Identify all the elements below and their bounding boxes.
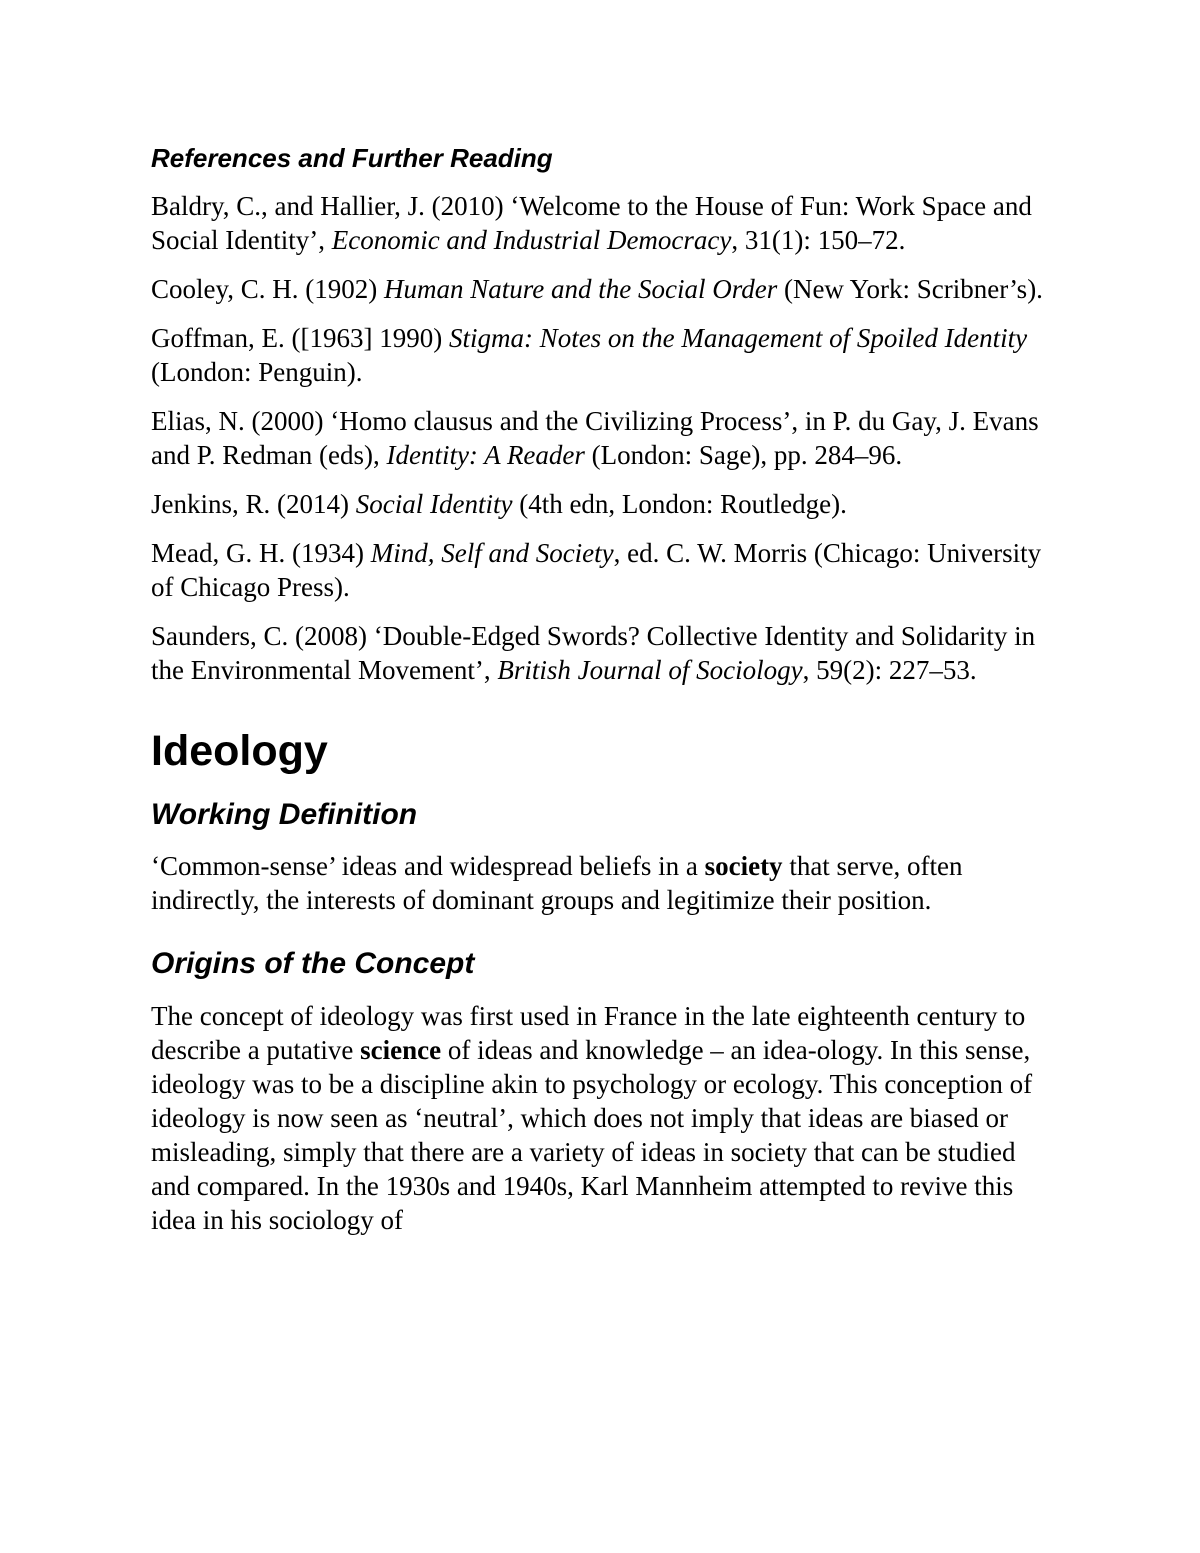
keyword-society: society xyxy=(704,851,783,881)
reference-title: Stigma: Notes on the Management of Spoiled Identity xyxy=(448,323,1028,353)
reference-item xyxy=(151,321,1051,389)
paragraph-text: of ideas and knowledge – an idea-ology. In this sense, ideology was to be a discipline akin to psychology or ecology. This conception of ideology is now seen as ‘neutral’, which does not imply that ideas are biased or misleading, simply that there are a variety of ideas in society that can be studied and compared. In the 1930s and 1940s, Karl Mannheim attempted to revive this idea in his sociology of xyxy=(151,1035,1033,1235)
paragraph-text: The concept of ideology was first used in France in the late eighteenth century to describe a putative xyxy=(151,1001,1026,1065)
reference-text: , 31(1): 150–72. xyxy=(731,225,906,255)
origins-paragraph xyxy=(151,999,1051,1237)
reference-title: British Journal of Sociology xyxy=(497,655,803,685)
reference-item xyxy=(151,619,1051,687)
reference-item xyxy=(151,404,1051,472)
reference-text: Elias, N. (2000) ‘Homo clausus and the Civilizing Process’, in P. du Gay, J. Evans and P. Redman (eds), xyxy=(151,406,1039,470)
reference-text: Baldry, C., and Hallier, J. (2010) ‘Welcome to the House of Fun: Work Space and Social Identity’, xyxy=(151,191,1032,255)
reference-title: Social Identity xyxy=(355,489,513,519)
paragraph-text: that serve, often indirectly, the interests of dominant groups and legitimize their position. xyxy=(151,851,963,915)
reference-text: Jenkins, R. (2014) xyxy=(151,489,356,519)
reference-text: (4th edn, London: Routledge). xyxy=(512,489,847,519)
reference-text: Goffman, E. ([1963] 1990) xyxy=(151,323,449,353)
reference-text: (London: Sage), pp. 284–96. xyxy=(584,440,903,470)
reference-text: Mead, G. H. (1934) xyxy=(151,538,371,568)
origins-heading: Origins of the Concept xyxy=(151,947,475,980)
references-heading: References and Further Reading xyxy=(151,143,553,173)
reference-title: Identity: A Reader xyxy=(386,440,585,470)
keyword-science: science xyxy=(360,1035,442,1065)
reference-item xyxy=(151,536,1051,604)
reference-title: Mind, Self and Society xyxy=(370,538,614,568)
reference-text: Saunders, C. (2008) ‘Double-Edged Swords? Collective Identity and Solidarity in the Environmental Movement’, xyxy=(151,621,1036,685)
reference-text: , ed. C. W. Morris (Chicago: University of Chicago Press). xyxy=(151,538,1042,602)
reference-title: Human Nature and the Social Order xyxy=(383,274,778,304)
reference-item xyxy=(151,189,1051,257)
reference-text: Cooley, C. H. (1902) xyxy=(151,274,384,304)
reference-text: (London: Penguin). xyxy=(151,357,363,387)
reference-text: (New York: Scribner’s). xyxy=(777,274,1043,304)
entry-title: Ideology xyxy=(151,727,328,775)
reference-text: , 59(2): 227–53. xyxy=(802,655,977,685)
reference-item xyxy=(151,272,1051,306)
reference-item xyxy=(151,487,1051,521)
working-definition-paragraph xyxy=(151,849,1051,917)
reference-title: Economic and Industrial Democracy xyxy=(331,225,732,255)
working-definition-heading: Working Definition xyxy=(151,798,418,831)
page-content xyxy=(151,138,1051,1237)
paragraph-text: ‘Common-sense’ ideas and widespread beliefs in a xyxy=(151,851,705,881)
